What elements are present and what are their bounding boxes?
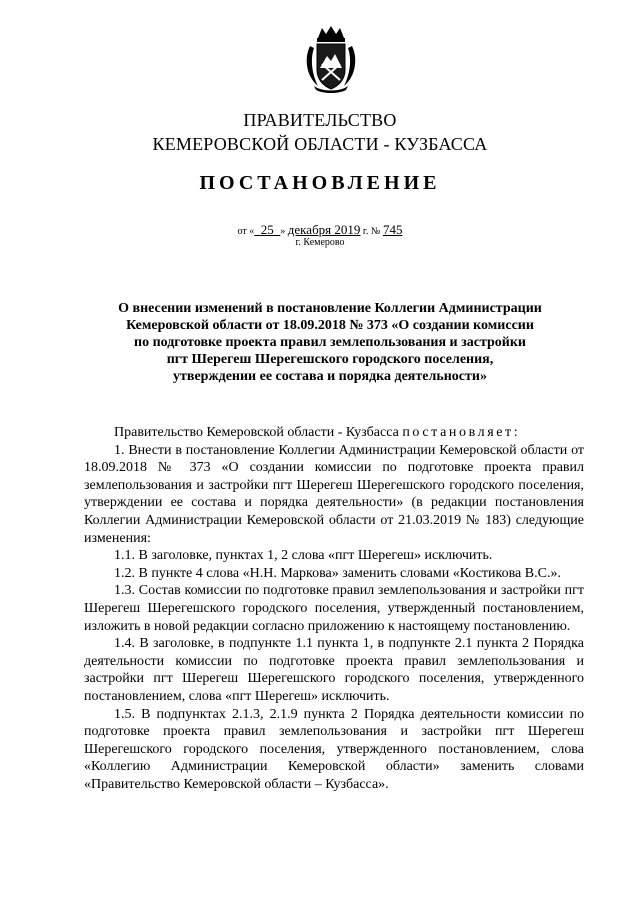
date-prefix: от « xyxy=(237,226,255,237)
title-line: по подготовке проекта правил землепользования и застройки xyxy=(134,335,526,350)
document-title xyxy=(100,300,560,385)
title-line: Кемеровской области от 18.09.2018 № 373 «О создании комиссии xyxy=(126,318,534,333)
title-line: утверждении ее состава и порядка деятельности» xyxy=(173,369,487,384)
title-line: О внесении изменений в постановление Коллегии Администрации xyxy=(118,301,542,316)
government-name-line2: КЕМЕРОВСКОЙ ОБЛАСТИ - КУЗБАССА xyxy=(152,134,488,154)
date-month-year: декабря 2019 xyxy=(287,222,361,237)
clause-1-4: 1.4. В заголовке, в подпункте 1.1 пункта 1, в подпункте 2.1 пункта 2 Порядка деятельности комиссии по подготовке проекта правил землепользования и застройки пгт Шерегеш Шерегешского городского поселения, утвержденного постановлением, слова «пгт Шерегеш» исключить. xyxy=(84,636,584,704)
document-type-heading: ПОСТАНОВЛЕНИЕ xyxy=(199,172,441,194)
resolution-verb: постановляет xyxy=(402,425,514,440)
clause-1: 1. Внести в постановление Коллегии Администрации Кемеровской области от 18.09.2018 № 373 «О создании комиссии по подготовке проекта правил землепользования и застройки пгт Шерегеш Шерегешского городского поселения, утверждении ее состава и порядка деятельности» (в редакции постановления Коллегии Администрации Кемеровской области от 21.03.2019 № 183) следующие изменения: xyxy=(84,442,584,546)
title-line: пгт Шерегеш Шерегешского городского поселения, xyxy=(166,352,494,367)
document-date-line xyxy=(0,222,640,238)
date-day: 25 xyxy=(260,222,274,237)
kemerovo-coat-of-arms-icon xyxy=(300,24,362,94)
clause-1-5: 1.5. В подпунктах 2.1.3, 2.1.9 пункта 2 Порядка деятельности комиссии по подготовке проекта правил землепользования и застройки пгт Шерегеш Шерегешского городского поселения, утвержденного постановлением, слова «Коллегию Администрации Кемеровской области» заменить словами «Правительство Кемеровской области – Кузбасса». xyxy=(84,706,584,792)
clause-1-3: 1.3. Состав комиссии по подготовке правил землепользования и застройки пгт Шерегеш Шерегешского городского поселения, утвержденный постановлением, изложить в новой редакции согласно приложению к настоящему постановлению. xyxy=(84,583,584,634)
document-city: г. Кемерово xyxy=(295,237,345,248)
clause-1-1: 1.1. В заголовке, пунктах 1, 2 слова «пгт Шерегеш» исключить. xyxy=(114,548,493,564)
government-name-line1: ПРАВИТЕЛЬСТВО xyxy=(243,110,397,130)
clause-1-2: 1.2. В пункте 4 слова «Н.Н. Маркова» заменить словами «Костикова В.С.». xyxy=(114,565,561,581)
document-body xyxy=(84,424,584,793)
date-number-label: г. № xyxy=(362,226,381,237)
document-number: 745 xyxy=(382,222,403,237)
intro-paragraph: Правительство Кемеровской области - Кузбасса постановляет: xyxy=(114,425,518,440)
date-mid: » xyxy=(280,226,286,237)
